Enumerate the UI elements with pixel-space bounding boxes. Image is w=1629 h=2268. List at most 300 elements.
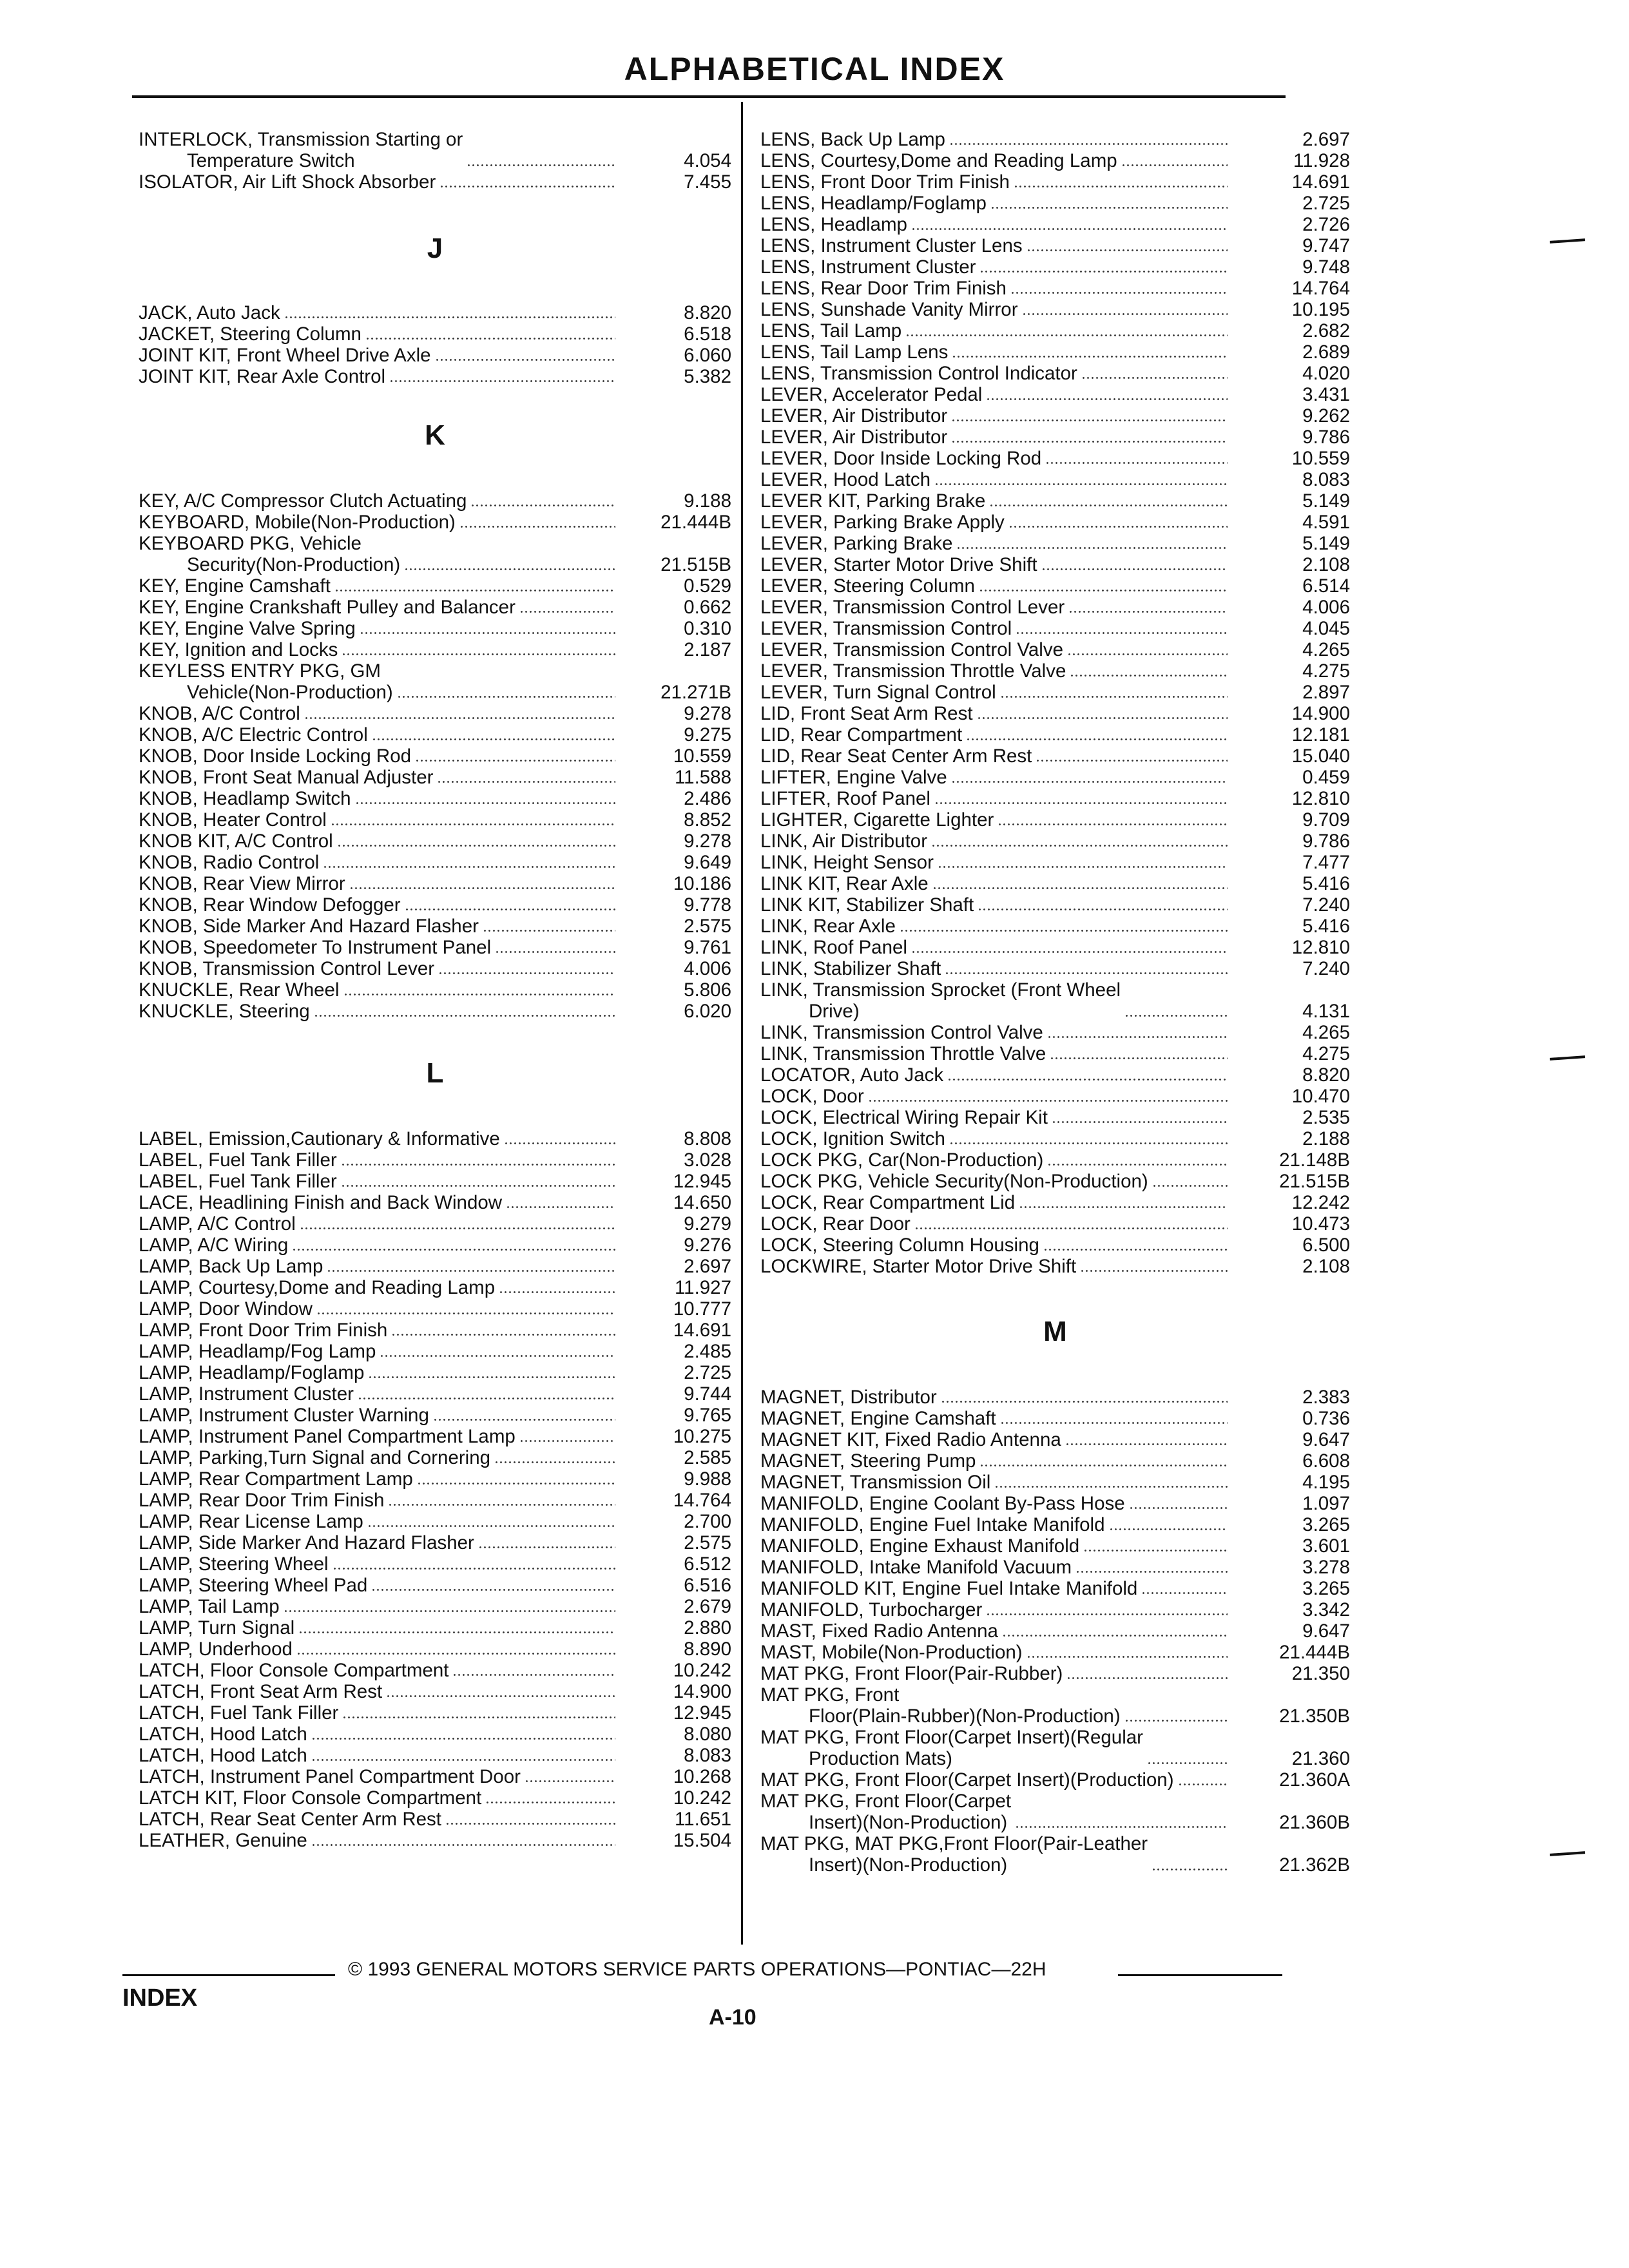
entry-reference-number: 8.820	[1302, 1064, 1350, 1086]
entry-reference-number: 6.512	[684, 1553, 731, 1575]
page-title: ALPHABETICAL INDEX	[624, 51, 1005, 87]
entry-label-line1: KNUCKLE, Steering	[139, 1001, 310, 1022]
dot-leader	[1129, 1507, 1228, 1509]
index-entry	[760, 809, 1350, 831]
entry-label	[139, 1128, 500, 1149]
entry-label-line1: LENS, Rear Door Trim Finish	[760, 278, 1007, 299]
dot-leader	[311, 1738, 615, 1740]
index-entry	[760, 341, 1350, 363]
dot-leader	[900, 930, 1228, 932]
entry-reference-number: 12.810	[1291, 788, 1350, 809]
entry-label-line1: LAMP, A/C Wiring	[139, 1235, 289, 1256]
index-entry	[139, 1702, 731, 1724]
dot-leader	[905, 334, 1228, 336]
entry-label-line1: LIFTER, Roof Panel	[760, 788, 930, 809]
index-entry	[139, 1320, 731, 1341]
dot-leader	[316, 1312, 615, 1314]
entry-label-line1: JACKET, Steering Column	[139, 323, 361, 345]
entry-reference-number: 11.928	[1293, 150, 1350, 171]
index-entry	[760, 1791, 1350, 1833]
entry-label-line2: Floor(Plain-Rubber)(Non-Production)	[809, 1706, 1121, 1727]
entry-label-line1: LINK, Transmission Control Valve	[760, 1022, 1043, 1043]
dot-leader	[495, 951, 615, 953]
entry-label-line1: KNOB, Speedometer To Instrument Panel	[139, 937, 492, 958]
index-entry	[760, 767, 1350, 788]
dot-leader	[1124, 1720, 1228, 1722]
entry-reference-number: 9.778	[684, 894, 731, 916]
dot-leader	[914, 1227, 1228, 1229]
dot-leader	[994, 1486, 1228, 1488]
entry-reference-number: 4.054	[684, 150, 731, 171]
entry-label	[139, 1787, 481, 1809]
entry-reference-number: 5.149	[1302, 490, 1350, 512]
index-entry	[139, 1298, 731, 1320]
dot-leader	[956, 547, 1228, 549]
entry-label	[760, 873, 929, 894]
entry-label	[760, 1663, 1063, 1684]
entry-label	[760, 1620, 998, 1642]
entry-label-line1: LATCH, Instrument Panel Compartment Door	[139, 1766, 521, 1787]
entry-reference-number: 14.691	[673, 1320, 731, 1341]
dot-leader	[978, 908, 1228, 910]
entry-label-line1: LOCATOR, Auto Jack	[760, 1064, 944, 1086]
dot-leader	[342, 1716, 615, 1718]
entry-reference-number: 21.444B	[660, 512, 731, 533]
entry-label-line1: LEVER, Starter Motor Drive Shift	[760, 554, 1037, 575]
dot-leader	[311, 1759, 615, 1761]
entry-reference-number: 2.726	[1302, 214, 1350, 235]
entry-label	[139, 873, 345, 894]
entry-reference-number: 8.083	[1302, 469, 1350, 490]
dot-leader	[1147, 1762, 1228, 1764]
index-entry	[760, 852, 1350, 873]
entry-label-line2: Production Mats)	[809, 1748, 952, 1769]
dot-leader	[343, 994, 616, 995]
entry-reference-number: 2.700	[684, 1511, 731, 1532]
dot-leader	[415, 760, 615, 762]
index-entry	[139, 1192, 731, 1213]
entry-label	[760, 384, 982, 405]
entry-label	[139, 1511, 363, 1532]
index-entry	[139, 533, 731, 575]
index-entry	[139, 1001, 731, 1022]
entry-label-line1: LATCH, Floor Console Compartment	[139, 1660, 449, 1681]
title-rule	[132, 95, 1286, 98]
entry-label	[760, 894, 974, 916]
entry-reference-number: 9.278	[684, 831, 731, 852]
entry-label	[760, 1472, 990, 1493]
entry-label-line1: MAT PKG, Front Floor(Pair-Rubber)	[760, 1663, 1063, 1684]
entry-reference-number: 21.515B	[660, 554, 731, 575]
dot-leader	[1045, 462, 1228, 464]
entry-label-line1: LENS, Tail Lamp Lens	[760, 341, 949, 363]
entry-label-line1: KEY, Engine Camshaft	[139, 575, 331, 597]
entry-label	[139, 1298, 313, 1320]
dot-leader	[1083, 1550, 1228, 1552]
dot-leader	[1152, 1185, 1228, 1187]
dot-leader	[404, 568, 615, 570]
entry-label	[760, 1064, 943, 1086]
entry-reference-number: 9.276	[684, 1235, 731, 1256]
index-entry	[139, 1787, 731, 1809]
index-entry	[139, 1639, 731, 1660]
entry-reference-number: 10.195	[1291, 299, 1350, 320]
entry-reference-number: 10.473	[1291, 1213, 1350, 1235]
dot-leader	[311, 1844, 615, 1846]
entry-label-line1: LEVER, Hood Latch	[760, 469, 931, 490]
entry-label-line1: MANIFOLD, Turbocharger	[760, 1599, 983, 1620]
entry-reference-number: 2.535	[1302, 1107, 1350, 1128]
entry-label-line1: MAGNET, Distributor	[760, 1387, 937, 1408]
entry-label-line1: LINK KIT, Rear Axle	[760, 873, 929, 894]
dot-leader	[333, 1568, 615, 1570]
entry-label-line1: KNOB, Rear View Mirror	[139, 873, 345, 894]
dot-leader	[519, 611, 615, 613]
entry-label-line1: KNOB, A/C Control	[139, 703, 300, 724]
left-column	[139, 129, 731, 1851]
entry-reference-number: 7.240	[1302, 958, 1350, 979]
entry-reference-number: 5.382	[684, 366, 731, 387]
entry-label-line1: LOCK, Steering Column Housing	[760, 1235, 1039, 1256]
entry-reference-number: 3.431	[1302, 384, 1350, 405]
entry-label	[760, 1213, 911, 1235]
index-entry	[760, 1557, 1350, 1578]
dot-leader	[979, 590, 1228, 591]
index-entry	[760, 235, 1350, 256]
entry-label	[760, 979, 1121, 1022]
entry-label	[760, 1684, 1121, 1727]
entry-label	[760, 469, 930, 490]
entry-label-line1: LEVER, Steering Column	[760, 575, 975, 597]
entry-label	[760, 533, 952, 554]
index-entry	[760, 1387, 1350, 1408]
entry-label	[139, 1341, 376, 1362]
index-entry	[760, 1769, 1350, 1791]
entry-label-line1: KEYBOARD, Mobile(Non-Production)	[139, 512, 456, 533]
index-entry	[139, 1553, 731, 1575]
entry-reference-number: 3.278	[1302, 1557, 1350, 1578]
entry-label-line1: LAMP, Rear Door Trim Finish	[139, 1490, 385, 1511]
entry-label	[760, 767, 947, 788]
index-entry	[139, 703, 731, 724]
dot-leader	[358, 1398, 615, 1399]
entry-label-line1: LATCH, Hood Latch	[139, 1724, 307, 1745]
entry-reference-number: 9.765	[684, 1405, 731, 1426]
entry-label-line1: LOCK PKG, Vehicle Security(Non-Production)	[760, 1171, 1148, 1192]
entry-label-line1: LOCK PKG, Car(Non-Production)	[760, 1149, 1044, 1171]
entry-reference-number: 14.764	[673, 1490, 731, 1511]
entry-label-line1: LID, Front Seat Arm Rest	[760, 703, 973, 724]
entry-label-line1: LENS, Transmission Control Indicator	[760, 363, 1077, 384]
dot-leader	[986, 398, 1228, 400]
dot-leader	[388, 1504, 615, 1506]
entry-label-line1: KEY, Ignition and Locks	[139, 639, 338, 660]
entry-label-line1: LENS, Sunshade Vanity Mirror	[760, 299, 1018, 320]
entry-reference-number: 9.275	[684, 724, 731, 745]
entry-label-line1: MAT PKG, Front Floor(Carpet	[760, 1791, 1012, 1812]
entry-reference-number: 14.900	[1291, 703, 1350, 724]
entry-reference-number: 5.416	[1302, 916, 1350, 937]
entry-label	[139, 831, 333, 852]
entry-label	[760, 1043, 1046, 1064]
index-entry	[760, 1493, 1350, 1514]
entry-reference-number: 6.608	[1302, 1450, 1350, 1472]
page-number: A-10	[709, 2005, 757, 2030]
index-entry	[760, 1086, 1350, 1107]
index-entry	[139, 1362, 731, 1383]
dot-leader	[452, 1674, 615, 1676]
index-entry	[760, 958, 1350, 979]
index-entry	[139, 1830, 731, 1851]
dot-leader	[372, 738, 615, 740]
entry-label-line1: LAMP, Instrument Panel Compartment Lamp	[139, 1426, 516, 1447]
index-entry	[760, 873, 1350, 894]
entry-label	[760, 682, 996, 703]
entry-label-line1: KNOB, Front Seat Manual Adjuster	[139, 767, 434, 788]
dot-leader	[499, 1291, 615, 1293]
entry-label	[760, 235, 1023, 256]
entry-label-line1: LATCH, Front Seat Arm Rest	[139, 1681, 383, 1702]
entry-label	[760, 363, 1077, 384]
entry-reference-number: 12.945	[673, 1702, 731, 1724]
entry-label-line1: LATCH, Hood Latch	[139, 1745, 307, 1766]
entry-reference-number: 14.764	[1291, 278, 1350, 299]
entry-reference-number: 21.350B	[1279, 1706, 1350, 1727]
entry-label	[760, 150, 1117, 171]
entry-reference-number: 3.342	[1302, 1599, 1350, 1620]
dot-leader	[445, 1823, 615, 1825]
dot-leader	[1141, 1592, 1228, 1594]
entry-label-line1: LEATHER, Genuine	[139, 1830, 307, 1851]
index-entry	[139, 1405, 731, 1426]
entry-label-line1: KEY, Engine Valve Spring	[139, 618, 356, 639]
entry-label-line1: LEVER, Accelerator Pedal	[760, 384, 983, 405]
entry-label-line1: JOINT KIT, Rear Axle Control	[139, 366, 386, 387]
left-top-entries	[139, 129, 731, 193]
dot-leader	[386, 1695, 615, 1697]
entry-reference-number: 7.455	[684, 171, 731, 193]
index-entry	[760, 1514, 1350, 1535]
entry-label-line1: LIGHTER, Cigarette Lighter	[760, 809, 994, 831]
entry-label	[760, 1727, 1143, 1769]
entry-reference-number: 9.279	[684, 1213, 731, 1235]
index-entry	[760, 1663, 1350, 1684]
entry-label-line1: LOCK, Rear Door	[760, 1213, 911, 1235]
entry-label-line1: KNOB, Rear Window Defogger	[139, 894, 401, 916]
entry-label-line1: MANIFOLD, Engine Exhaust Manifold	[760, 1535, 1080, 1557]
dot-leader	[435, 359, 615, 361]
entry-label	[760, 703, 973, 724]
dot-leader	[1124, 1015, 1228, 1017]
entry-label-line1: LAMP, Door Window	[139, 1298, 313, 1320]
entry-label	[760, 299, 1018, 320]
entry-label-line1: JOINT KIT, Front Wheel Drive Axle	[139, 345, 431, 366]
index-entry	[139, 937, 731, 958]
index-entry	[760, 363, 1350, 384]
entry-label	[760, 745, 1032, 767]
entry-label-line1: LAMP, Instrument Cluster	[139, 1383, 354, 1405]
entry-label-line1: LAMP, Underhood	[139, 1639, 293, 1660]
entry-reference-number: 10.275	[673, 1426, 731, 1447]
entry-reference-number: 9.747	[1302, 235, 1350, 256]
entry-label-line1: LEVER, Parking Brake	[760, 533, 953, 554]
entry-label-line1: LATCH, Rear Seat Center Arm Rest	[139, 1809, 441, 1830]
dot-leader	[998, 823, 1228, 825]
index-entry	[760, 1213, 1350, 1235]
index-entry	[760, 703, 1350, 724]
entry-label	[760, 916, 896, 937]
entry-label-line1: KEY, A/C Compressor Clutch Actuating	[139, 490, 467, 512]
index-entry	[760, 1235, 1350, 1256]
index-entry	[139, 1341, 731, 1362]
footer-rule-left	[122, 1974, 335, 1976]
entry-label-line1: LOCKWIRE, Starter Motor Drive Shift	[760, 1256, 1077, 1277]
entry-label	[139, 1468, 413, 1490]
entry-reference-number: 12.810	[1291, 937, 1350, 958]
entry-label-line1: LEVER KIT, Parking Brake	[760, 490, 986, 512]
index-entry	[760, 745, 1350, 767]
entry-label	[139, 323, 361, 345]
dot-leader	[355, 802, 615, 804]
entry-label	[760, 129, 945, 150]
index-entry	[139, 958, 731, 979]
dot-leader	[1027, 1656, 1228, 1658]
entry-label-line1: LAMP, Headlamp/Foglamp	[139, 1362, 365, 1383]
entry-reference-number: 2.575	[684, 916, 731, 937]
entry-label-line1: LEVER, Air Distributor	[760, 427, 948, 448]
index-entry	[760, 724, 1350, 745]
entry-label	[139, 745, 411, 767]
entry-label-line1: LOCK, Ignition Switch	[760, 1128, 945, 1149]
index-entry	[139, 979, 731, 1001]
entry-label	[760, 1387, 937, 1408]
dot-leader	[986, 1613, 1228, 1615]
index-entry	[139, 1766, 731, 1787]
entry-reference-number: 4.006	[684, 958, 731, 979]
entry-label	[139, 1681, 382, 1702]
entry-label-line2: Insert)(Non-Production)	[809, 1812, 1008, 1833]
entry-reference-number: 21.362B	[1279, 1854, 1350, 1876]
entry-reference-number: 10.559	[1291, 448, 1350, 469]
entry-reference-number: 3.028	[684, 1149, 731, 1171]
dot-leader	[1047, 1036, 1228, 1038]
entry-reference-number: 2.682	[1302, 320, 1350, 341]
entry-label-line1: MAGNET, Engine Camshaft	[760, 1408, 996, 1429]
entry-label	[139, 302, 280, 323]
index-entry	[139, 345, 731, 366]
index-entry	[139, 1724, 731, 1745]
index-entry	[139, 1809, 731, 1830]
entry-reference-number: 11.651	[674, 1809, 731, 1830]
column-divider	[741, 102, 743, 1945]
entry-label-line1: LENS, Headlamp	[760, 214, 907, 235]
right-column	[760, 129, 1350, 1876]
index-entry	[139, 597, 731, 618]
index-entry	[139, 490, 731, 512]
entry-reference-number: 7.240	[1302, 894, 1350, 916]
dot-leader	[1019, 1206, 1228, 1208]
entry-label-line1: LENS, Courtesy,Dome and Reading Lamp	[760, 150, 1117, 171]
entry-label	[760, 278, 1007, 299]
dot-leader	[439, 186, 615, 187]
dot-leader	[296, 1653, 615, 1655]
entry-label	[760, 490, 985, 512]
entry-label-line1: LINK, Rear Axle	[760, 916, 896, 937]
dot-leader	[1000, 1422, 1228, 1424]
entry-label-line1: LAMP, Tail Lamp	[139, 1596, 280, 1617]
entry-reference-number: 2.679	[684, 1596, 731, 1617]
dot-leader	[397, 696, 615, 698]
entry-label-line1: LINK, Height Sensor	[760, 852, 934, 873]
index-entry	[760, 1599, 1350, 1620]
dot-leader	[300, 1227, 615, 1229]
dot-leader	[368, 1376, 615, 1378]
entry-label	[139, 171, 436, 193]
entry-label	[139, 1171, 337, 1192]
entry-reference-number: 6.500	[1302, 1235, 1350, 1256]
index-entry	[139, 1490, 731, 1511]
entry-label	[760, 1833, 1148, 1876]
index-entry	[760, 193, 1350, 214]
entry-label	[139, 852, 319, 873]
dot-leader	[298, 1631, 615, 1633]
dot-leader	[1121, 164, 1228, 166]
dot-leader	[911, 228, 1228, 230]
index-entry	[760, 1107, 1350, 1128]
entry-label	[760, 1599, 982, 1620]
entry-reference-number: 4.131	[1302, 1001, 1350, 1022]
index-entry	[760, 1578, 1350, 1599]
dot-leader	[506, 1206, 615, 1208]
dot-leader	[331, 823, 615, 825]
entry-label	[760, 788, 930, 809]
entry-label	[760, 575, 975, 597]
entry-label	[139, 1192, 502, 1213]
entry-reference-number: 9.647	[1302, 1620, 1350, 1642]
entry-reference-number: 9.262	[1302, 405, 1350, 427]
entry-reference-number: 21.360	[1291, 1748, 1350, 1769]
entry-label-line1: LINK, Stabilizer Shaft	[760, 958, 941, 979]
entry-reference-number: 10.777	[673, 1298, 731, 1320]
index-entry	[139, 1660, 731, 1681]
entry-reference-number: 9.709	[1302, 809, 1350, 831]
dot-leader	[932, 887, 1228, 889]
index-entry	[139, 873, 731, 894]
index-entry	[139, 512, 731, 533]
entry-reference-number: 6.060	[684, 345, 731, 366]
margin-mark	[1550, 1055, 1585, 1061]
dot-leader	[952, 356, 1228, 358]
entry-label	[139, 1320, 387, 1341]
entry-reference-number: 0.736	[1302, 1408, 1350, 1429]
entry-reference-number: 14.650	[673, 1192, 731, 1213]
entry-reference-number: 21.515B	[1279, 1171, 1350, 1192]
index-entry	[139, 1256, 731, 1277]
index-entry	[760, 278, 1350, 299]
entry-reference-number: 4.006	[1302, 597, 1350, 618]
entry-label	[139, 660, 393, 703]
index-entry	[760, 299, 1350, 320]
index-entry	[139, 366, 731, 387]
index-entry	[760, 405, 1350, 427]
index-entry	[139, 1149, 731, 1171]
dot-leader	[951, 781, 1228, 783]
entry-reference-number: 2.486	[684, 788, 731, 809]
entry-reference-number: 9.647	[1302, 1429, 1350, 1450]
entry-reference-number: 4.265	[1302, 639, 1350, 660]
entry-label-line1: MANIFOLD, Engine Coolant By-Pass Hose	[760, 1493, 1125, 1514]
entry-label-line1: LAMP, Back Up Lamp	[139, 1256, 323, 1277]
